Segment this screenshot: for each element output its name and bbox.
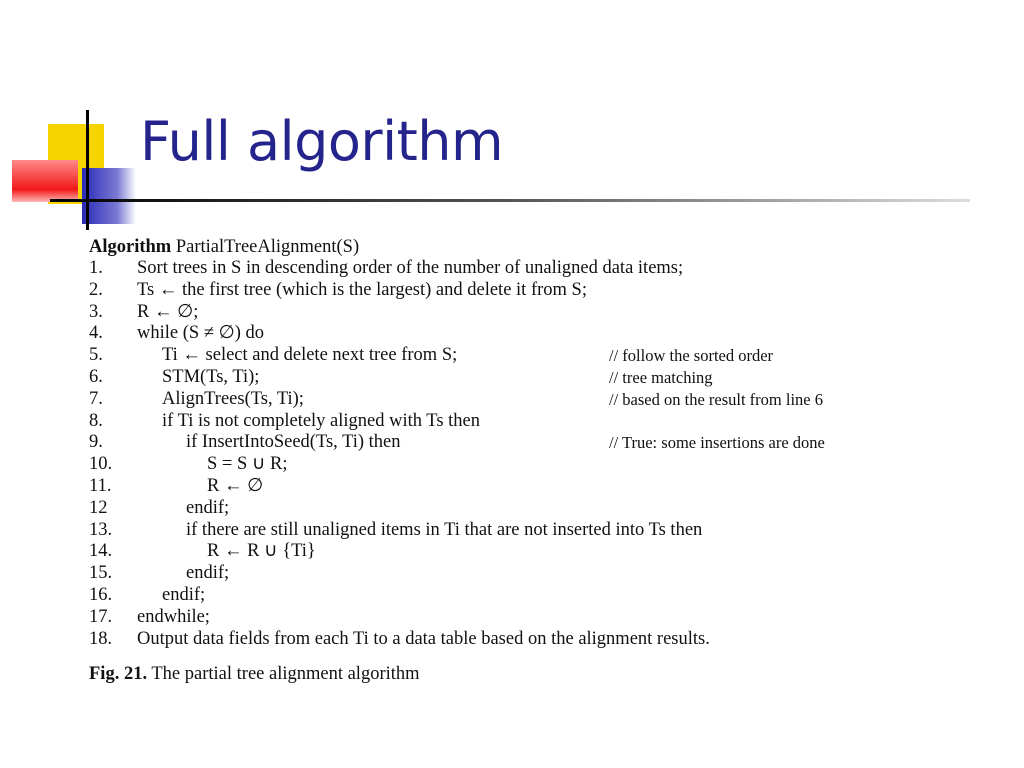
line-number: 2.	[89, 279, 103, 300]
algorithm-line	[89, 541, 989, 563]
caption-text: The partial tree alignment algorithm	[151, 664, 420, 684]
algorithm-line	[89, 563, 989, 585]
line-number: 4.	[89, 323, 103, 344]
figure-caption	[89, 664, 420, 685]
line-comment: // tree matching	[609, 367, 713, 387]
algorithm-line	[89, 323, 989, 345]
algorithm-line	[89, 585, 989, 607]
line-number: 13.	[89, 519, 113, 540]
line-code: R ← ∅	[207, 475, 264, 496]
algorithm-header	[89, 236, 989, 258]
line-number: 15.	[89, 563, 113, 584]
line-number: 16.	[89, 584, 113, 605]
line-code: Ti ← select and delete next tree from S;	[162, 345, 458, 366]
line-number: 1.	[89, 258, 103, 278]
line-number: 12	[89, 497, 108, 518]
line-number: 6.	[89, 366, 103, 387]
algorithm-keyword: Algorithm	[89, 237, 172, 257]
algorithm-line	[89, 454, 989, 476]
line-code: endif;	[186, 497, 230, 518]
algorithm-name: PartialTreeAlignment(S)	[175, 237, 360, 257]
decor-blue-square	[82, 168, 136, 224]
algorithm-line	[89, 498, 989, 520]
line-comment: // based on the result from line 6	[609, 389, 823, 409]
line-code: while (S ≠ ∅) do	[137, 323, 264, 344]
line-number: 17.	[89, 606, 113, 627]
line-number: 8.	[89, 410, 103, 431]
line-code: R ← ∅;	[137, 301, 199, 322]
line-code: if InsertIntoSeed(Ts, Ti) then	[186, 432, 401, 453]
algorithm-line	[89, 345, 989, 367]
line-number: 5.	[89, 345, 103, 366]
algorithm-line	[89, 302, 989, 324]
title-underline	[50, 199, 970, 202]
algorithm-line	[89, 280, 989, 302]
line-code: S = S ∪ R;	[207, 454, 288, 475]
algorithm-line	[89, 258, 989, 280]
line-code: R ← R ∪ {Ti}	[207, 541, 316, 562]
line-number: 18.	[89, 628, 113, 649]
line-comment: // True: some insertions are done	[609, 433, 825, 453]
line-number: 14.	[89, 541, 113, 562]
algorithm-line	[89, 476, 989, 498]
algorithm-line	[89, 432, 989, 454]
algorithm-line	[89, 389, 989, 411]
line-code: AlignTrees(Ts, Ti);	[162, 388, 304, 409]
decor-red-bar	[12, 160, 78, 202]
algorithm-line	[89, 411, 989, 433]
decor-vertical-line	[86, 110, 89, 230]
line-code: if there are still unaligned items in Ti that are not inserted into Ts then	[186, 519, 703, 540]
algorithm-line	[89, 520, 989, 542]
algorithm-line	[89, 367, 989, 389]
line-number: 11.	[89, 475, 112, 496]
line-number: 10.	[89, 454, 113, 475]
line-comment: // follow the sorted order	[609, 346, 774, 366]
line-number: 7.	[89, 388, 103, 409]
line-code: endwhile;	[137, 606, 210, 627]
slide-title: Full algorithm	[140, 110, 504, 173]
line-code: endif;	[186, 563, 230, 584]
line-code: if Ti is not completely aligned with Ts then	[162, 410, 480, 431]
line-code: endif;	[162, 584, 206, 605]
algorithm-block	[89, 236, 989, 650]
line-code: STM(Ts, Ti);	[162, 366, 260, 387]
line-code: Output data fields from each Ti to a data table based on the alignment results.	[137, 628, 710, 649]
algorithm-line	[89, 607, 989, 629]
line-code: Sort trees in S in descending order of the number of unaligned data items;	[137, 258, 684, 278]
line-number: 3.	[89, 301, 103, 322]
caption-label: Fig. 21.	[89, 664, 148, 684]
line-number: 9.	[89, 432, 103, 453]
algorithm-line	[89, 629, 989, 651]
line-code: Ts ← the first tree (which is the largest) and delete it from S;	[137, 279, 587, 300]
